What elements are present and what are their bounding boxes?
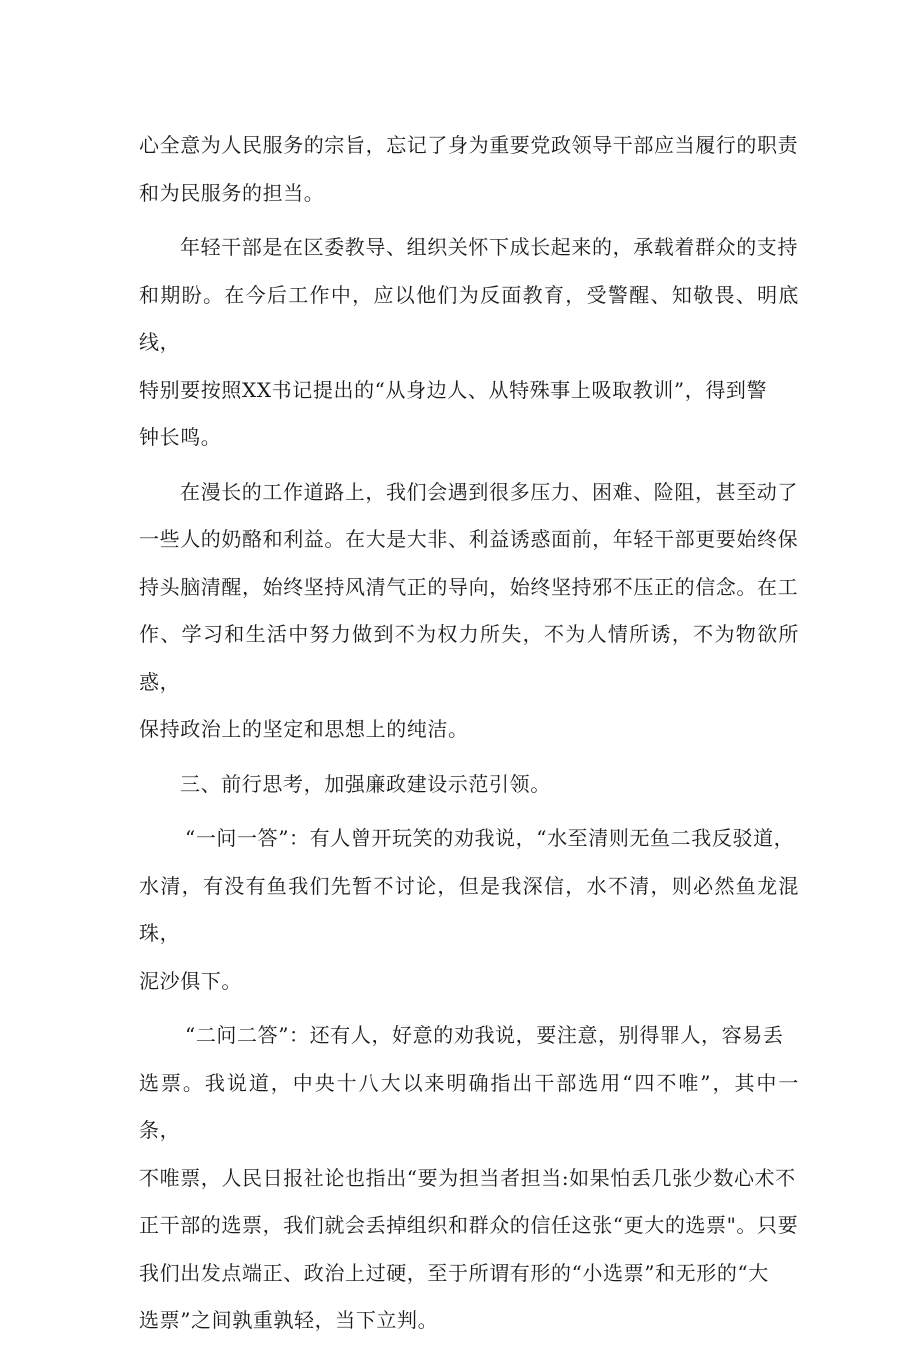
paragraph-second-qa [139,1012,799,1345]
text-line: “二问二答”：还有人，好意的劝我说，要注意，别得罪人，容易丢 [185,1023,784,1047]
text-line: 水清，有没有鱼我们先暂不讨论，但是我深信，水不清，则必然鱼龙混珠， [139,873,799,945]
text-line: “一问一答”：有人曾开玩笑的劝我说，“水至清则无鱼二我反驳道， [185,826,795,850]
text-line: 和期盼。在今后工作中，应以他们为反面教育，受警醒、知敬畏、明底线， [139,282,799,354]
text-line: 在漫长的工作道路上，我们会遇到很多压力、困难、险阻，甚至动了 [180,479,798,504]
paragraph-young-cadres [139,224,799,462]
text-line: 钟长鸣。 [139,425,222,449]
text-line: 不唯票，人民日报社论也指出“要为担当者担当:如果怕丢几张少数心术不 [139,1165,796,1190]
text-line: 选票”之间孰重孰轻，当下立判。 [139,1308,439,1332]
document-body [139,122,799,1345]
text-line: 我们出发点端正、政治上过硬，至于所谓有形的“小选票”和无形的“大 [139,1260,769,1285]
text-line: 年轻干部是在区委教导、组织关怀下成长起来的，承载着群众的支持 [180,235,798,259]
text-line: 特别要按照XX书记提出的“从身边人、从特殊事上吸取教训”，得到警 [139,377,768,402]
text-line: 心全意为人民服务的宗旨，忘记了身为重要党政领导干部应当履行的职责 [139,133,799,157]
paragraph-first-qa [139,815,799,1005]
text-line: 作、学习和生活中努力做到不为权力所失，不为人情所诱，不为物欲所惑， [139,622,799,694]
section-heading [139,761,799,809]
text-line: 正干部的选票，我们就会丢掉组织和群众的信任这张“更大的选票"。只要 [139,1213,799,1237]
text-line: 一些人的奶酪和利益。在大是大非、利益诱惑面前，年轻干部更要始终保 [139,527,799,551]
text-line: 和为民服务的担当。 [139,180,325,205]
text-line: 持头脑清醒，始终坚持风清气正的导向，始终坚持邪不压正的信念。在工 [139,574,799,599]
paragraph-continuation [139,122,799,217]
text-line: 三、前行思考，加强廉政建设示范引领。 [180,771,551,796]
text-line: 保持政治上的坚定和思想上的纯洁。 [139,717,469,741]
text-line: 选票。我说道，中央十八大以来明确指出干部选用“四不唯”，其中一条， [139,1070,799,1142]
text-line: 泥沙俱下。 [139,968,242,993]
paragraph-long-road [139,469,799,754]
